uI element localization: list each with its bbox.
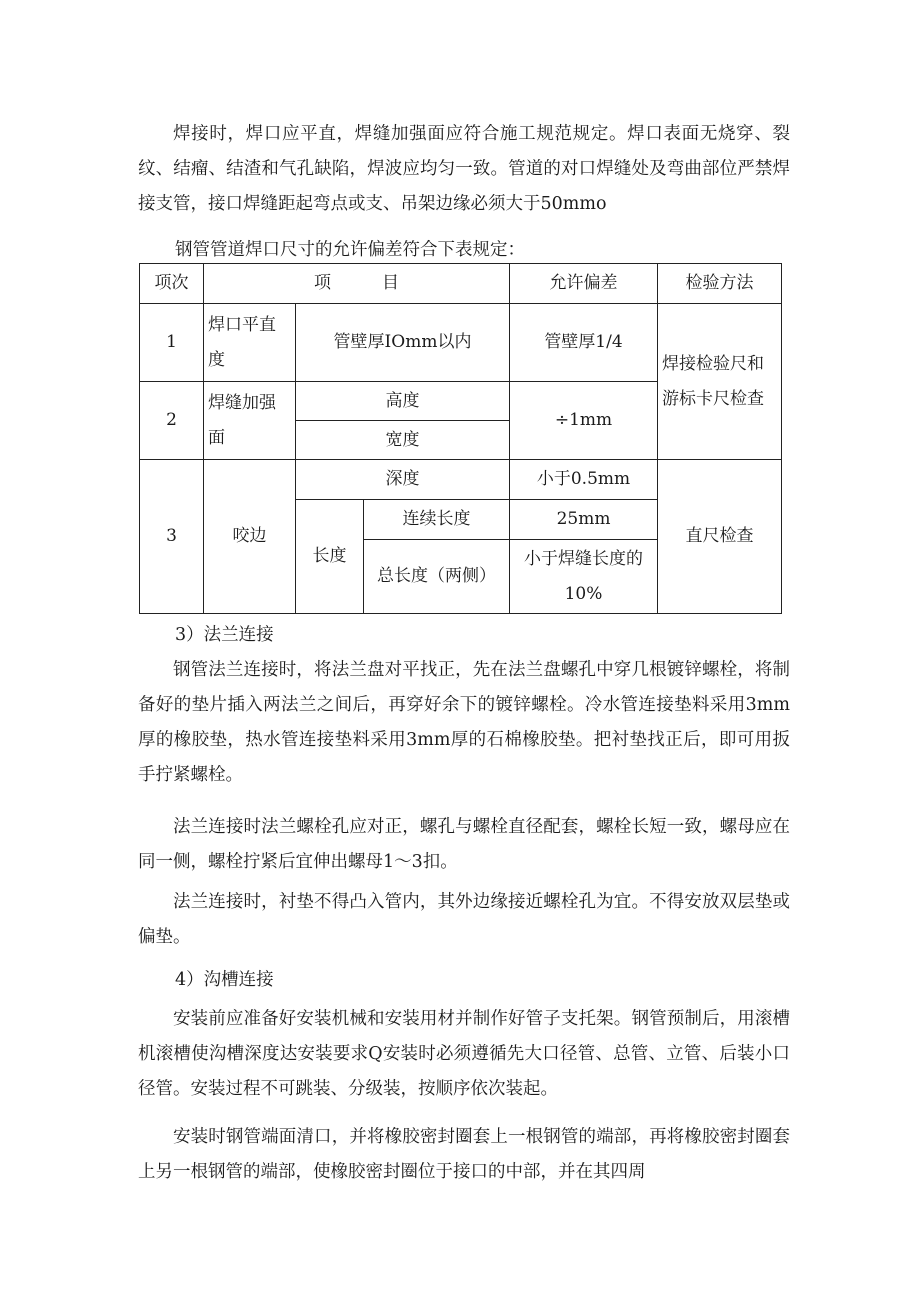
row-detail-height: 高度 <box>296 382 510 421</box>
groove-paragraph-1: 安装前应准备好安装机械和安装用材并制作好管子支托架。钢管预制后，用滚槽机滚槽使沟槽深度达安装要求Q安装时必须遵循先大口径管、总管、立管、后装小口径管。安装过程不可跳装、分级装，按顺序依次装起。 <box>138 1009 790 1099</box>
row-continuous-length: 连续长度 <box>364 500 510 540</box>
header-method: 检验方法 <box>658 264 782 304</box>
row-item: 咬边 <box>204 460 296 614</box>
table-header-row <box>140 264 782 304</box>
welding-paragraph: 焊接时，焊口应平直，焊缝加强面应符合施工规范规定。焊口表面无烧穿、裂纹、结瘤、结渣和气孔缺陷，焊波应均匀一致。管道的对口焊缝处及弯曲部位严禁焊接支管，接口焊缝距起弯点或支、吊架边缘必须大于50mmo <box>138 124 790 214</box>
header-item: 项 目 <box>204 264 510 304</box>
row-no: 3 <box>140 460 204 614</box>
table-row <box>140 304 782 382</box>
tolerance-table <box>139 263 782 614</box>
row-item: 焊缝加强面 <box>204 382 296 460</box>
row-no: 2 <box>140 382 204 460</box>
row-depth-tolerance: 小于0.5mm <box>510 460 658 500</box>
row-method: 直尺检查 <box>658 460 782 614</box>
row-tolerance: ÷1mm <box>510 382 658 460</box>
header-tolerance: 允许偏差 <box>510 264 658 304</box>
row-depth: 深度 <box>296 460 510 500</box>
flange-paragraph-1: 钢管法兰连接时，将法兰盘对平找正，先在法兰盘螺孔中穿几根镀锌螺栓，将制备好的垫片插入两法兰之间后，再穿好余下的镀锌螺栓。冷水管连接垫料采用3mm厚的橡胶垫，热水管连接垫料采用3mm厚的石棉橡胶垫。把衬垫找正后，即可用扳手拧紧螺栓。 <box>138 660 790 785</box>
row-method: 焊接检验尺和游标卡尺检查 <box>658 304 782 460</box>
flange-paragraph-2: 法兰连接时法兰螺栓孔应对正，螺孔与螺栓直径配套，螺栓长短一致，螺母应在同一侧，螺栓拧紧后宜伸出螺母1～3扣。 <box>138 817 790 872</box>
flange-heading: 3）法兰连接 <box>175 625 274 645</box>
row-total-length: 总长度（两侧） <box>364 540 510 614</box>
table-row <box>140 460 782 500</box>
groove-paragraph-2: 安装时钢管端面清口，并将橡胶密封圈套上一根钢管的端部，再将橡胶密封圈套上另一根钢管的端部，使橡胶密封圈位于接口的中部，并在其四周 <box>138 1127 790 1182</box>
row-no: 1 <box>140 304 204 382</box>
row-length: 长度 <box>296 500 364 614</box>
row-detail: 管壁厚IOmm以内 <box>296 304 510 382</box>
row-item: 焊口平直度 <box>204 304 296 382</box>
row-total-tolerance: 小于焊缝长度的10% <box>510 540 658 614</box>
table-caption: 钢管管道焊口尺寸的允许偏差符合下表规定： <box>175 240 525 260</box>
row-detail-width: 宽度 <box>296 421 510 460</box>
row-tolerance: 管壁厚1/4 <box>510 304 658 382</box>
row-continuous-tolerance: 25mm <box>510 500 658 540</box>
header-no: 项次 <box>140 264 204 304</box>
flange-paragraph-3: 法兰连接时，衬垫不得凸入管内，其外边缘接近螺栓孔为宜。不得安放双层垫或偏垫。 <box>138 892 790 947</box>
groove-heading: 4）沟槽连接 <box>175 970 274 990</box>
